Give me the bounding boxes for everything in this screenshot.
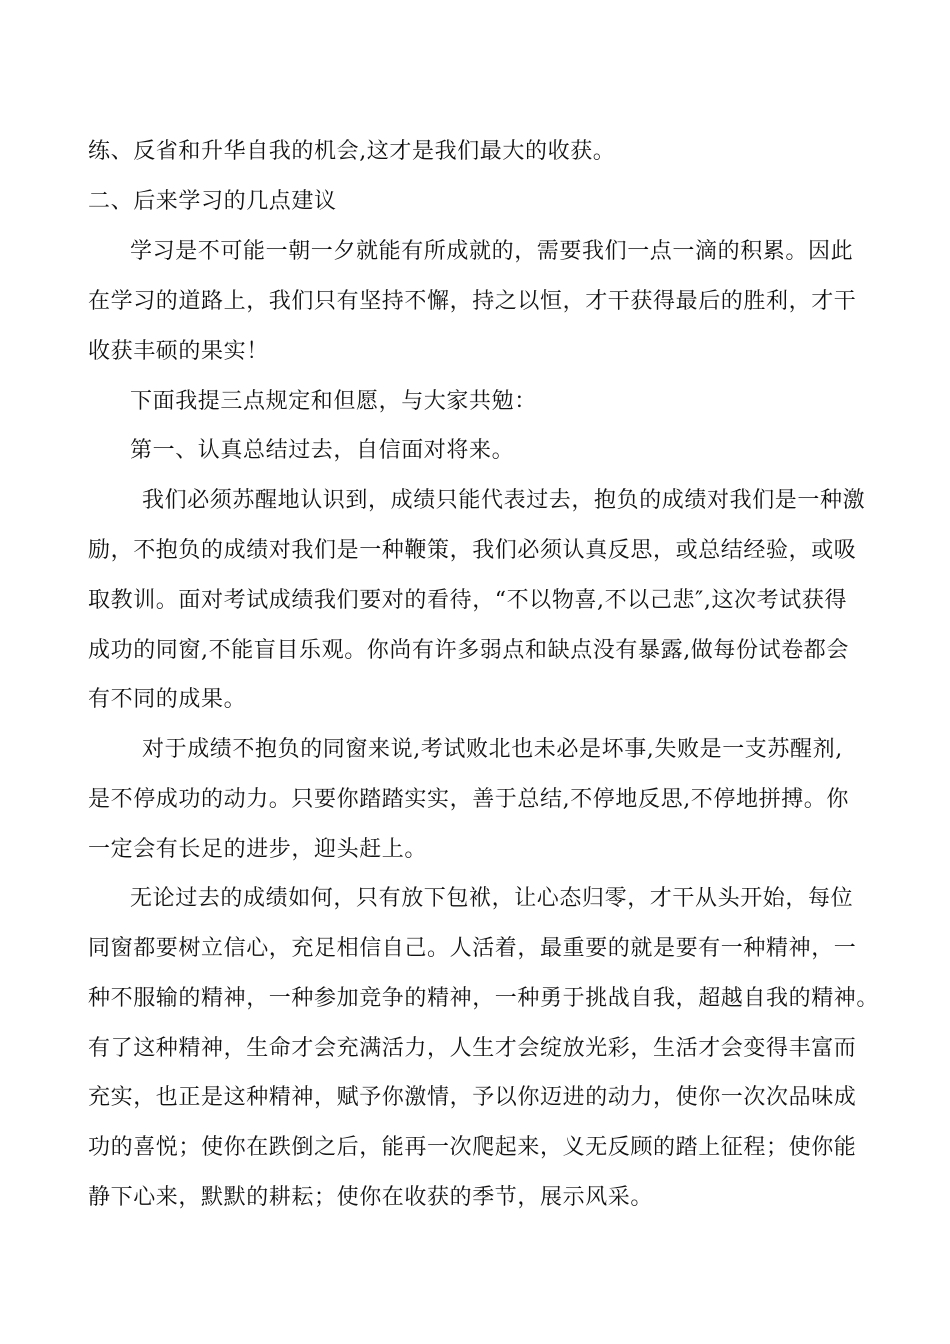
subheading: 第一、认真总结过去，自信面对将来。: [130, 438, 515, 463]
text-line: 种不服输的精神，一种参加竞争的精神，一种勇于挑战自我，超越自我的精神。: [88, 986, 880, 1011]
text-line: 无论过去的成绩如何，只有放下包袱，让心态归零，才干从头开始，每位: [130, 886, 854, 911]
text-line: 功的喜悦；使你在跌倒之后，能再一次爬起来，义无反顾的踏上征程；使你能: [88, 1135, 857, 1160]
text-line: 我们必须苏醒地认识到，成绩只能代表过去，抱负的成绩对我们是一种激: [142, 488, 866, 513]
text-line: 下面我提三点规定和但愿，与大家共勉：: [130, 389, 537, 414]
text-line: 对于成绩不抱负的同窗来说,考试败北也未必是坏事,失败是一支苏醒剂,: [142, 737, 843, 762]
text-line: 学习是不可能一朝一夕就能有所成就的，需要我们一点一滴的积累。因此: [130, 239, 854, 264]
text-line: 收获丰硕的果实！: [88, 339, 269, 364]
text-line: 取教训。面对考试成绩我们要对的看待，“不以物喜,不以己悲″,这次考试获得: [88, 588, 848, 613]
text-line: 成功的同窗,不能盲目乐观。你尚有许多弱点和缺点没有暴露,做每份试卷都会: [88, 638, 849, 663]
text-line: 一定会有长足的进步，迎头赶上。: [88, 837, 428, 862]
text-line: 有了这种精神，生命才会充满活力，人生才会绽放光彩，生活才会变得丰富而: [88, 1036, 857, 1061]
text-line: 励，不抱负的成绩对我们是一种鞭策，我们必须认真反思，或总结经验，或吸: [88, 538, 857, 563]
text-line: 充实，也正是这种精神，赋予你激情，予以你迈进的动力，使你一次次品味成: [88, 1085, 857, 1110]
text-line: 在学习的道路上，我们只有坚持不懈，持之以恒，才干获得最后的胜利，才干: [88, 289, 857, 314]
text-line: 有不同的成果。: [88, 687, 247, 712]
text-line: 练、反省和升华自我的机会,这才是我们最大的收获。: [88, 139, 616, 164]
section-heading: 二、后来学习的几点建议: [88, 189, 337, 214]
text-line: 是不停成功的动力。只要你踏踏实实，善于总结,不停地反思,不停地拼搏。你: [88, 787, 849, 812]
text-line: 静下心来，默默的耕耘；使你在收获的季节，展示风采。: [88, 1185, 654, 1210]
text-line: 同窗都要树立信心，充足相信自己。人活着，最重要的就是要有一种精神，一: [88, 936, 857, 961]
